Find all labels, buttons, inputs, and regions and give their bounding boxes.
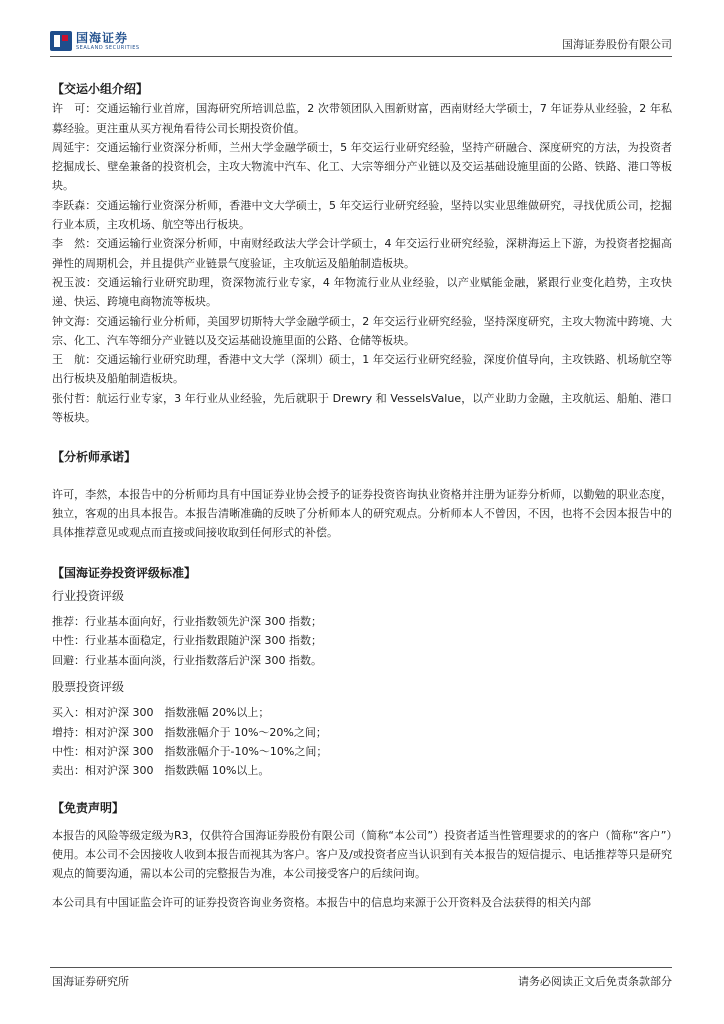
page-header (50, 28, 672, 54)
stock-rating-item: 增持：相对沪深 300 指数涨幅介于 10%～20%之间； (52, 725, 327, 739)
team-member: 钟文海：交通运输行业分析师，美国罗切斯特大学金融学硕士，2 年交运行业研究经验，坚持深度研究，主攻大物流中跨境、大宗、化工、汽车等细分产业链以及交运基础设施里面的公路、仓储等板块。 (52, 314, 672, 347)
stock-rating-heading: 股票投资评级 (52, 680, 125, 695)
disclaimer-section-title: 【免责声明】 (52, 800, 125, 815)
disclaimer-para: 本公司具有中国证监会许可的证券投资咨询业务资格。本报告中的信息均来源于公开资料及合法获得的相关内部 (52, 895, 591, 909)
industry-rating-item: 推荐：行业基本面向好，行业指数领先沪深 300 指数； (52, 615, 322, 629)
team-member: 李跃森：交通运输行业资深分析师，香港中文大学硕士，5 年交运行业研究经验，坚持以实业思维做研究，寻找优质公司，挖掘行业本质，主攻机场、航空等出行板块。 (52, 198, 672, 232)
team-section-title: 【交运小组介绍】 (52, 82, 149, 96)
industry-rating-item: 回避：行业基本面向淡，行业指数落后沪深 300 指数。 (52, 653, 322, 667)
company-name: 国海证券股份有限公司 (562, 38, 672, 51)
team-member: 许 可：交通运输行业首席，国海研究所培训总监，2 次带领团队入围新财富，西南财经大学硕士，7 年证券从业经验，2 年私募经验。更注重从买方视角看待公司长期投资价值。 (52, 102, 672, 135)
footer-divider (50, 967, 672, 968)
header-divider (50, 56, 672, 57)
rating-section-title: 【国海证券投资评级标准】 (52, 565, 197, 580)
footer-institute: 国海证券研究所 (52, 975, 129, 988)
disclaimer-para: 本报告的风险等级定级为R3，仅供符合国海证券股份有限公司（简称“本公司”）投资者适当性管理要求的的客户（简称“客户”）使用。本公司不会因接收人收到本报告而视其为客户。客户及/或投资者应当认识到有关本报告的短信提示、电话推荐等只是研究观点的简要沟通，需以本公司的完整报告为准，本公司接受客户的后续问询。 (52, 828, 672, 881)
team-member: 周延宇：交通运输行业资深分析师，兰州大学金融学硕士，5 年交运行业研究经验，坚持产研融合、深度研究的方法，为投资者挖掘成长、壁垒兼备的投资机会，主攻大物流中汽车、化工、大宗等细分产业链以及交运基础设施里面的公路、铁路、港口等板块。 (52, 140, 672, 193)
team-member: 张付哲：航运行业专家，3 年行业从业经验，先后就职于 Drewry 和 VesselsValue，以产业助力金融，主攻航运、船舶、港口等板块。 (52, 391, 672, 425)
company-logo (50, 30, 140, 52)
logo-en-text: SEALAND SECURITIES (76, 44, 140, 51)
industry-rating-heading: 行业投资评级 (52, 588, 125, 603)
pledge-section-title: 【分析师承诺】 (52, 450, 137, 465)
logo-cn-text: 国海证券 (76, 30, 129, 45)
document-body (52, 80, 672, 912)
stock-rating-item: 中性：相对沪深 300 指数涨幅介于-10%～10%之间； (52, 744, 328, 758)
team-member: 王 航：交通运输行业研究助理，香港中文大学（深圳）硕士，1 年交运行业研究经验，深度价值导向，主攻铁路、机场航空等出行板块及船舶制造板块。 (52, 353, 672, 386)
team-member: 李 然：交通运输行业资深分析师，中南财经政法大学会计学硕士，4 年交运行业研究经验，深耕海运上下游，为投资者挖掘高弹性的周期机会，并且提供产业链景气度验证，主攻航运及船舶制造板块。 (52, 237, 672, 270)
industry-rating-item: 中性：行业基本面稳定，行业指数跟随沪深 300 指数； (52, 634, 322, 648)
stock-rating-item: 买入：相对沪深 300 指数涨幅 20%以上； (52, 706, 270, 720)
footer-notice: 请务必阅读正文后免责条款部分 (518, 975, 672, 988)
pledge-text: 许可，李然，本报告中的分析师均具有中国证券业协会授予的证券投资咨询执业资格并注册为证券分析师，以勤勉的职业态度，独立，客观的出具本报告。本报告清晰准确的反映了分析师本人的研究观点。分析师本人不曾因，不因，也将不会因本报告中的具体推荐意见或观点而直接或间接收取到任何形式的补偿。 (52, 487, 672, 540)
team-member: 祝玉波：交通运输行业研究助理，资深物流行业专家，4 年物流行业从业经验，以产业赋能金融，紧跟行业变化趋势，主攻快递、快运、跨境电商物流等板块。 (52, 275, 672, 309)
stock-rating-item: 卖出：相对沪深 300 指数跌幅 10%以上。 (52, 764, 270, 778)
logo-mark-icon (50, 31, 72, 51)
